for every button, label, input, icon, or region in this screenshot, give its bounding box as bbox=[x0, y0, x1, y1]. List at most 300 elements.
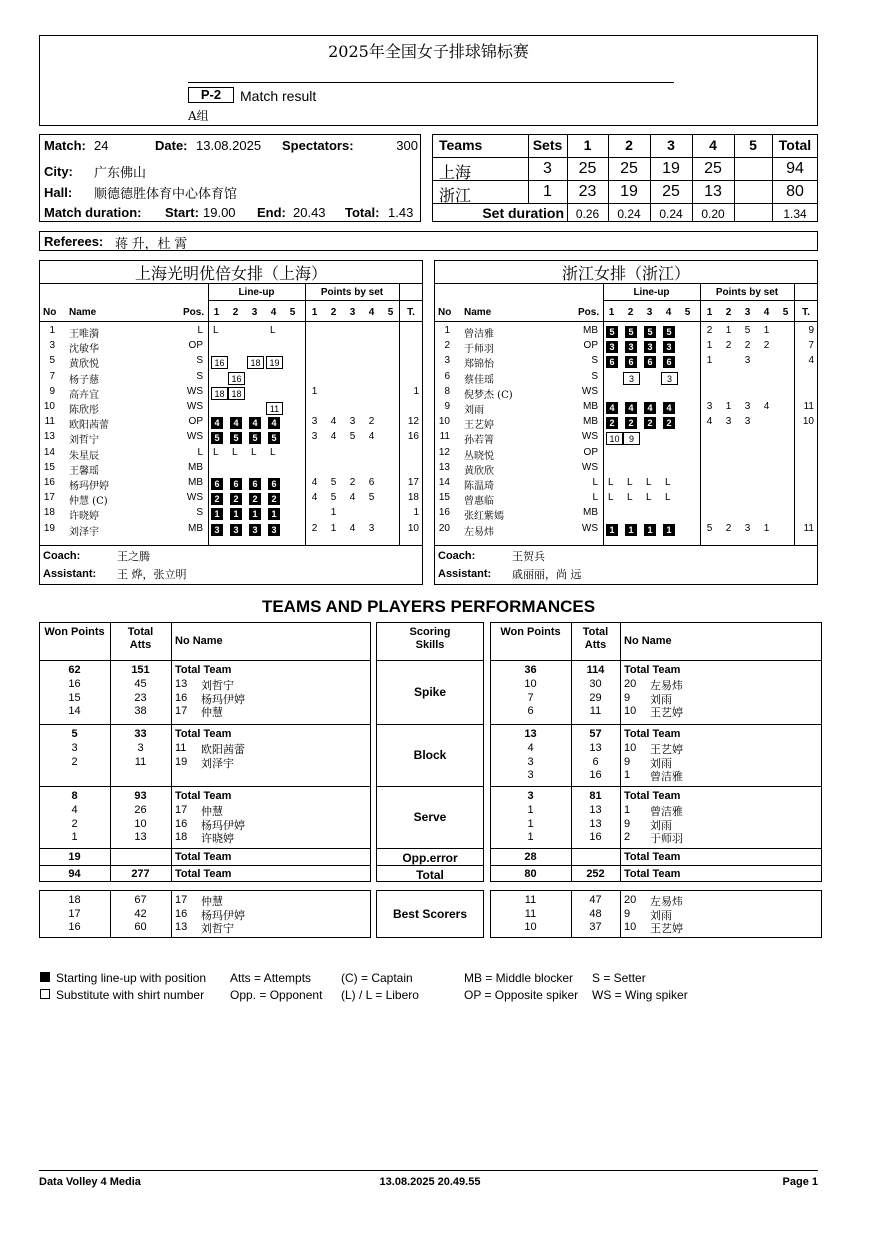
lineup-start-marker: 5 bbox=[606, 326, 618, 338]
player-attempts: 38 bbox=[134, 705, 147, 717]
player-position: MB bbox=[583, 507, 598, 519]
points-set-value: 4 bbox=[368, 431, 375, 443]
referees-label: Referees: bbox=[44, 234, 104, 249]
player-name: 欧阳茜蕾 bbox=[201, 743, 245, 756]
player-number: 16 bbox=[438, 507, 450, 519]
player-shirt-number: 19 bbox=[175, 755, 188, 768]
total-team-label: Total Team bbox=[175, 790, 232, 802]
player-won-points: 4 bbox=[71, 804, 78, 816]
lineup-libero-marker: L bbox=[251, 446, 257, 458]
team-won-points: 36 bbox=[524, 664, 537, 676]
player-won-points: 14 bbox=[68, 705, 81, 717]
roster-header-bottom bbox=[434, 321, 818, 322]
lineup-sub-marker: 18 bbox=[247, 356, 264, 369]
score-header-cell: 4 bbox=[709, 137, 717, 153]
total-points: 80 bbox=[524, 868, 537, 880]
points-set-value: 3 bbox=[725, 416, 732, 428]
total-team-label: Total Team bbox=[624, 664, 681, 676]
points-set-value: 4 bbox=[349, 492, 356, 504]
lineup-start-marker: 6 bbox=[230, 478, 242, 490]
roster-coach-rule bbox=[434, 545, 818, 546]
points-set-value: 3 bbox=[744, 522, 751, 534]
opp-error-points: 28 bbox=[524, 851, 537, 863]
lineup-start-marker: 6 bbox=[606, 356, 618, 368]
player-total-points: 11 bbox=[803, 522, 814, 534]
player-shirt-number: 17 bbox=[175, 894, 188, 906]
lineup-start-marker: 5 bbox=[249, 432, 261, 444]
title-underline bbox=[188, 82, 674, 83]
player-position: MB bbox=[583, 325, 598, 336]
score-header-cell: Sets bbox=[532, 137, 563, 153]
score-value: 19 bbox=[620, 183, 638, 200]
set-duration-label: Set duration bbox=[482, 205, 564, 221]
score-team-name: 上海 bbox=[439, 163, 472, 182]
player-name: 杨玛伊婷 bbox=[201, 692, 245, 706]
start-value: 19.00 bbox=[203, 205, 236, 220]
points-set-header: 5 bbox=[782, 307, 789, 318]
player-won-points: 1 bbox=[71, 831, 78, 843]
player-name: 曾洁雅 bbox=[650, 805, 683, 818]
legend-captain: (C) = Captain bbox=[341, 971, 413, 985]
lineup-libero-marker: L bbox=[627, 477, 633, 488]
player-total-points: 10 bbox=[802, 416, 814, 428]
lineup-start-marker: 3 bbox=[663, 341, 675, 353]
spectators-count: 300 bbox=[396, 138, 418, 153]
total-team-label: Total Team bbox=[175, 728, 232, 740]
perf-col-divider bbox=[620, 622, 621, 882]
legend-substitute: Substitute with shirt number bbox=[56, 988, 205, 1002]
lineup-start-marker: 1 bbox=[268, 508, 280, 520]
perf-row-rule bbox=[376, 660, 484, 661]
points-set-value: 1 bbox=[311, 385, 318, 397]
lineup-sub-marker: 16 bbox=[228, 372, 245, 385]
lineup-start-marker: 2 bbox=[230, 493, 242, 505]
roster-coach-rule bbox=[39, 545, 423, 546]
lineup-start-marker: 4 bbox=[211, 417, 223, 429]
score-header-cell: 1 bbox=[583, 137, 592, 153]
player-total-points: 1 bbox=[413, 507, 419, 519]
lineup-start-marker: 3 bbox=[249, 524, 261, 536]
points-set-value: 1 bbox=[763, 522, 770, 534]
lineup-set-header: 3 bbox=[251, 307, 258, 318]
lineup-set-header: 4 bbox=[665, 307, 672, 318]
score-value: 94 bbox=[786, 160, 804, 177]
points-set-value: 3 bbox=[744, 355, 751, 367]
player-name: 黄欣欣 bbox=[464, 465, 494, 477]
assistant-names: 戚丽丽，尚 远 bbox=[512, 568, 582, 581]
lineup-start-marker: 4 bbox=[625, 402, 637, 414]
footer-rule bbox=[39, 1170, 818, 1171]
legend-start-swatch bbox=[40, 972, 50, 982]
player-number: 8 bbox=[444, 385, 450, 397]
score-header-cell: 3 bbox=[667, 137, 675, 153]
player-position: WS bbox=[186, 492, 203, 504]
points-set-header: 4 bbox=[763, 307, 770, 318]
lineup-start-marker: 6 bbox=[644, 356, 656, 368]
assistant-names: 王 烨，张立明 bbox=[117, 568, 187, 581]
player-position: WS bbox=[581, 461, 598, 473]
player-number: 10 bbox=[438, 416, 450, 428]
col-name-header: Name bbox=[69, 307, 97, 318]
perf-row-rule bbox=[39, 724, 371, 725]
player-shirt-number: 2 bbox=[624, 831, 631, 843]
player-position: L bbox=[197, 325, 203, 336]
points-set-header: 2 bbox=[330, 307, 337, 318]
lineup-libero-marker: L bbox=[665, 492, 671, 504]
player-won-points: 7 bbox=[527, 691, 534, 704]
player-number: 18 bbox=[43, 507, 55, 519]
player-won-points: 10 bbox=[524, 921, 537, 933]
col-name-header: Name bbox=[464, 307, 492, 318]
skill-opp-error: Opp.error bbox=[402, 851, 458, 865]
end-label: End: bbox=[257, 205, 286, 220]
performance-title: TEAMS AND PLAYERS PERFORMANCES bbox=[261, 597, 596, 616]
player-position: MB bbox=[188, 522, 203, 534]
points-set-value: 1 bbox=[330, 507, 337, 519]
lineup-header: Line-up bbox=[238, 287, 275, 298]
score-value: 25 bbox=[662, 183, 680, 200]
lineup-start-marker: 5 bbox=[663, 326, 675, 338]
skill-spike: Spike bbox=[413, 685, 446, 699]
points-set-header: 4 bbox=[368, 307, 375, 318]
player-won-points: 10 bbox=[524, 678, 537, 690]
lineup-libero-marker: L bbox=[646, 492, 652, 504]
score-value: 19 bbox=[662, 160, 680, 177]
perf-row-rule bbox=[490, 724, 822, 725]
player-name: 于师羽 bbox=[464, 344, 494, 356]
points-set-value: 4 bbox=[330, 416, 337, 428]
player-name: 杨玛伊婷 bbox=[201, 818, 245, 832]
score-value: 25 bbox=[578, 160, 597, 177]
legend-sub-swatch bbox=[40, 989, 50, 999]
score-value: 25 bbox=[620, 160, 638, 177]
roster-header-bottom bbox=[39, 321, 423, 322]
player-shirt-number: 10 bbox=[624, 742, 637, 754]
end-value: 20.43 bbox=[293, 205, 326, 220]
lineup-start-marker: 6 bbox=[663, 356, 675, 368]
player-won-points: 16 bbox=[68, 921, 81, 933]
player-attempts: 26 bbox=[134, 804, 147, 816]
player-name: 曾洁雅 bbox=[650, 770, 683, 783]
lineup-sub-marker: 18 bbox=[228, 387, 245, 400]
player-attempts: 48 bbox=[589, 907, 602, 920]
lineup-sub-marker: 3 bbox=[661, 372, 678, 385]
assistant-label: Assistant: bbox=[438, 568, 492, 580]
lineup-set-header: 1 bbox=[213, 307, 220, 318]
city-value: 广东佛山 bbox=[94, 165, 147, 180]
team-attempts: 57 bbox=[589, 728, 602, 740]
player-position: MB bbox=[188, 461, 203, 473]
player-won-points: 3 bbox=[71, 742, 78, 754]
points-set-value: 3 bbox=[349, 416, 356, 428]
points-set-header: 5 bbox=[387, 307, 394, 318]
lineup-set-header: 4 bbox=[270, 307, 277, 318]
lineup-set-header: 2 bbox=[232, 307, 239, 318]
lineup-start-marker: 5 bbox=[230, 432, 242, 444]
lineup-set-header: 5 bbox=[684, 307, 691, 318]
player-position: S bbox=[196, 370, 203, 382]
city-label: City: bbox=[44, 164, 73, 179]
lineup-start-marker: 3 bbox=[230, 524, 242, 536]
player-number: 14 bbox=[438, 477, 450, 488]
player-name: 欧阳茜蕾 bbox=[69, 420, 109, 432]
score-value: 1 bbox=[543, 183, 552, 200]
player-name: 蔡佳瑶 bbox=[464, 374, 494, 386]
lineup-set-header: 1 bbox=[608, 307, 615, 318]
player-shirt-number: 9 bbox=[624, 817, 631, 830]
total-team-label: Total Team bbox=[175, 851, 232, 863]
lineup-sub-marker: 18 bbox=[211, 387, 228, 400]
coach-label: Coach: bbox=[438, 550, 476, 562]
match-number: 24 bbox=[94, 138, 109, 153]
player-shirt-number: 16 bbox=[175, 817, 188, 830]
player-won-points: 2 bbox=[71, 817, 78, 830]
points-set-header: 2 bbox=[725, 307, 732, 318]
score-value: 23 bbox=[578, 183, 597, 200]
player-number: 17 bbox=[43, 492, 55, 504]
points-set-value: 1 bbox=[725, 401, 732, 412]
total-team-label: Total Team bbox=[624, 868, 681, 880]
player-name: 郑锦怡 bbox=[464, 359, 494, 371]
perf-row-rule bbox=[490, 865, 822, 866]
team-a-title: 上海光明优倍女排（上海） bbox=[134, 264, 327, 283]
player-won-points: 2 bbox=[71, 755, 78, 768]
lineup-libero-marker: L bbox=[665, 477, 671, 488]
points-set-header: 3 bbox=[744, 307, 751, 318]
lineup-start-marker: 2 bbox=[268, 493, 280, 505]
player-position: OP bbox=[583, 446, 598, 458]
lineup-start-marker: 4 bbox=[230, 417, 242, 429]
lineup-start-marker: 6 bbox=[249, 478, 261, 490]
set-duration-value: 0.26 bbox=[575, 207, 600, 221]
player-shirt-number: 1 bbox=[624, 769, 631, 781]
perf-row-rule bbox=[376, 786, 484, 787]
points-set-value: 1 bbox=[330, 522, 337, 534]
lineup-start-marker: 1 bbox=[625, 524, 637, 536]
hall-label: Hall: bbox=[44, 185, 73, 200]
player-number: 10 bbox=[43, 401, 55, 412]
points-set-value: 1 bbox=[706, 340, 713, 352]
col-total-atts-header: Total Atts bbox=[582, 626, 609, 651]
player-name: 沈敏华 bbox=[69, 344, 99, 356]
group-label: A组 bbox=[188, 109, 209, 123]
points-set-value: 2 bbox=[368, 416, 375, 428]
player-shirt-number: 11 bbox=[175, 742, 187, 754]
spectators-label: Spectators: bbox=[282, 138, 354, 153]
total-team-label: Total Team bbox=[175, 868, 232, 880]
col-no-name-header: No Name bbox=[175, 635, 223, 647]
player-name: 刘雨 bbox=[650, 692, 672, 706]
total-team-label: Total Team bbox=[624, 790, 681, 802]
coach-name: 王贺兵 bbox=[512, 550, 545, 563]
score-value: 80 bbox=[786, 183, 804, 200]
team-attempts: 93 bbox=[134, 790, 147, 802]
roster-subheader-rule bbox=[603, 300, 818, 301]
total-points: 94 bbox=[68, 868, 81, 880]
perf-col-divider bbox=[620, 890, 621, 938]
player-attempts: 13 bbox=[589, 817, 602, 830]
set-duration-value: 0.24 bbox=[617, 207, 641, 221]
player-name: 刘雨 bbox=[650, 756, 672, 770]
points-set-value: 5 bbox=[744, 325, 751, 336]
player-shirt-number: 9 bbox=[624, 755, 631, 768]
player-position: OP bbox=[188, 416, 203, 428]
player-attempts: 60 bbox=[134, 921, 147, 933]
player-name: 仲慧 bbox=[201, 706, 223, 719]
player-position: MB bbox=[188, 477, 203, 488]
lineup-start-marker: 4 bbox=[644, 402, 656, 414]
lineup-start-marker: 1 bbox=[230, 508, 242, 520]
points-set-value: 3 bbox=[744, 416, 751, 428]
player-name: 左易炜 bbox=[464, 526, 494, 538]
roster-header-rule bbox=[39, 283, 423, 284]
lineup-libero-marker: L bbox=[232, 446, 238, 458]
player-shirt-number: 9 bbox=[624, 691, 631, 704]
player-name: 丛晓悦 bbox=[464, 450, 494, 462]
lineup-sub-marker: 9 bbox=[623, 432, 640, 445]
player-number: 15 bbox=[43, 461, 55, 473]
player-total-points: 1 bbox=[413, 385, 419, 397]
player-number: 3 bbox=[49, 340, 55, 352]
team-won-points: 3 bbox=[527, 790, 534, 802]
points-set-header: 1 bbox=[311, 307, 318, 318]
points-by-set-header: Points by set bbox=[715, 287, 779, 298]
coach-name: 王之腾 bbox=[117, 550, 150, 563]
match-label: Match: bbox=[44, 138, 86, 153]
player-name: 刘哲宁 bbox=[201, 922, 234, 935]
player-attempts: 16 bbox=[589, 831, 602, 843]
lineup-start-marker: 1 bbox=[211, 508, 223, 520]
perf-row-rule bbox=[39, 865, 371, 866]
skill-best-scorers: Best Scorers bbox=[392, 907, 468, 921]
player-attempts: 29 bbox=[589, 691, 602, 704]
lineup-start-marker: 5 bbox=[644, 326, 656, 338]
team-won-points: 13 bbox=[524, 728, 537, 740]
player-attempts: 23 bbox=[134, 691, 147, 704]
lineup-sub-marker: 16 bbox=[211, 356, 228, 369]
player-name: 陈欣彤 bbox=[69, 405, 99, 416]
col-total-atts-header: Total Atts bbox=[127, 626, 154, 651]
player-shirt-number: 13 bbox=[175, 678, 188, 690]
points-set-value: 3 bbox=[706, 401, 713, 412]
player-position: S bbox=[591, 370, 598, 382]
player-attempts: 47 bbox=[589, 894, 602, 906]
player-number: 15 bbox=[438, 492, 450, 504]
player-name: 刘雨 bbox=[650, 818, 672, 832]
perf-row-rule bbox=[490, 848, 822, 849]
lineup-libero-marker: L bbox=[213, 325, 219, 336]
player-number: 13 bbox=[438, 461, 450, 473]
player-shirt-number: 1 bbox=[624, 804, 631, 816]
player-attempts: 10 bbox=[134, 817, 147, 830]
legend-mb: MB = Middle blocker bbox=[464, 971, 574, 985]
lineup-start-marker: 3 bbox=[606, 341, 618, 353]
lineup-start-marker: 2 bbox=[606, 417, 618, 429]
col-no-header: No bbox=[43, 307, 57, 318]
lineup-sub-marker: 10 bbox=[606, 432, 623, 445]
lineup-start-marker: 2 bbox=[644, 417, 656, 429]
points-set-value: 4 bbox=[763, 401, 770, 412]
report-code: P-2 bbox=[188, 87, 234, 103]
lineup-start-marker: 4 bbox=[606, 402, 618, 414]
player-shirt-number: 20 bbox=[624, 678, 637, 690]
player-total-points: 16 bbox=[407, 431, 419, 443]
lineup-set-header: 2 bbox=[627, 307, 634, 318]
player-attempts: 11 bbox=[589, 705, 602, 717]
lineup-set-header: 3 bbox=[646, 307, 653, 318]
lineup-libero-marker: L bbox=[608, 477, 614, 488]
player-attempts: 13 bbox=[589, 804, 602, 816]
lineup-sub-marker: 3 bbox=[623, 372, 640, 385]
player-number: 11 bbox=[44, 416, 55, 428]
team-won-points: 5 bbox=[71, 728, 78, 740]
player-name: 左易炜 bbox=[650, 895, 683, 908]
legend-atts: Atts = Attempts bbox=[230, 971, 312, 985]
score-header-cell: 5 bbox=[749, 137, 757, 153]
player-number: 13 bbox=[43, 431, 55, 443]
lineup-libero-marker: L bbox=[270, 446, 276, 458]
lineup-start-marker: 1 bbox=[606, 524, 618, 536]
report-subtitle: Match result bbox=[240, 88, 317, 104]
player-name: 王艺婷 bbox=[650, 922, 683, 935]
score-value: 25 bbox=[704, 160, 722, 177]
lineup-start-marker: 4 bbox=[663, 402, 675, 414]
points-set-value: 5 bbox=[368, 492, 375, 504]
referees-names: 蒋 升，杜 霄 bbox=[115, 236, 188, 251]
lineup-start-marker: 6 bbox=[625, 356, 637, 368]
player-number: 2 bbox=[444, 340, 450, 352]
roster-col-divider bbox=[305, 283, 306, 545]
points-set-value: 3 bbox=[311, 431, 318, 443]
player-attempts: 67 bbox=[134, 894, 147, 906]
score-row-divider bbox=[432, 157, 818, 158]
lineup-libero-marker: L bbox=[213, 446, 219, 458]
team-attempts: 151 bbox=[131, 664, 150, 676]
footer-right: Page 1 bbox=[782, 1176, 818, 1188]
set-duration-value: 0.24 bbox=[659, 207, 683, 221]
footer-left: Data Volley 4 Media bbox=[39, 1176, 141, 1188]
lineup-start-marker: 5 bbox=[268, 432, 280, 444]
points-set-value: 2 bbox=[349, 477, 356, 488]
total-team-label: Total Team bbox=[175, 664, 232, 676]
player-attempts: 6 bbox=[592, 755, 599, 768]
col-no-header: No bbox=[438, 307, 452, 318]
player-name: 刘泽宇 bbox=[201, 756, 234, 770]
points-set-value: 4 bbox=[706, 416, 713, 428]
total-attempts: 277 bbox=[131, 868, 150, 880]
player-number: 3 bbox=[444, 355, 450, 367]
points-set-value: 5 bbox=[330, 477, 337, 488]
roster-col-divider bbox=[399, 283, 400, 545]
player-won-points: 17 bbox=[68, 907, 81, 920]
player-name: 王艺婷 bbox=[650, 706, 683, 719]
player-name: 于师羽 bbox=[650, 832, 683, 845]
player-number: 19 bbox=[43, 522, 55, 534]
lineup-libero-marker: L bbox=[270, 325, 276, 336]
player-position: S bbox=[196, 507, 203, 519]
start-label: Start: bbox=[165, 205, 199, 220]
lineup-start-marker: 2 bbox=[663, 417, 675, 429]
player-attempts: 13 bbox=[589, 742, 602, 754]
legend-opp: Opp. = Opponent bbox=[230, 988, 323, 1002]
player-number: 1 bbox=[444, 325, 450, 336]
player-won-points: 1 bbox=[527, 804, 534, 816]
player-total-points: 10 bbox=[407, 522, 419, 534]
team-b-title: 浙江女排（浙江） bbox=[561, 264, 690, 283]
perf-row-rule bbox=[376, 724, 484, 725]
col-no-name-header: No Name bbox=[624, 635, 672, 647]
player-won-points: 1 bbox=[527, 831, 534, 843]
